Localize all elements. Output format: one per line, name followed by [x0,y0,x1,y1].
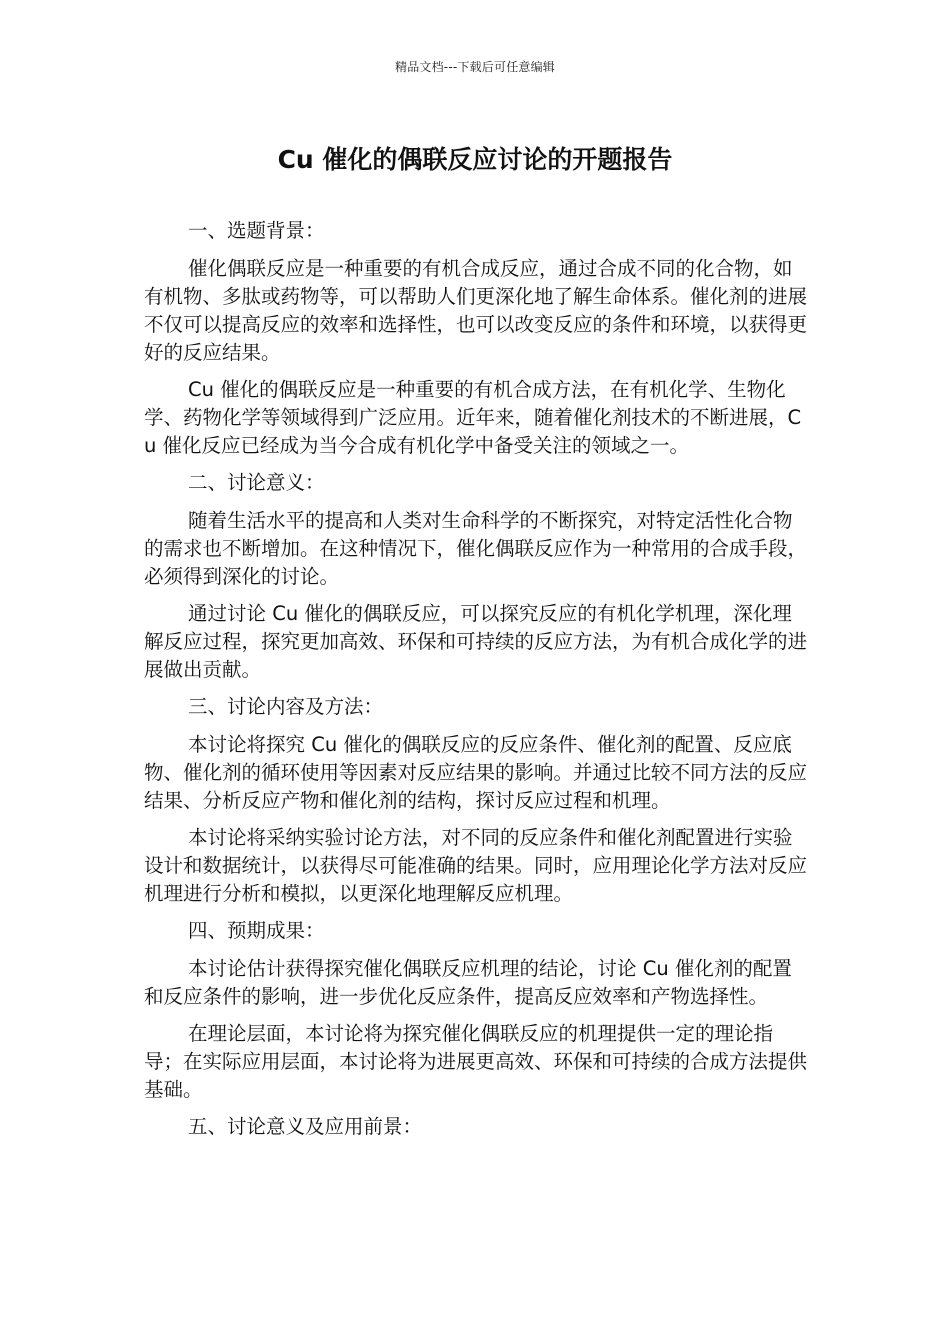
paragraph: 在理论层面，本讨论将为探究催化偶联反应的机理提供一定的理论指导；在实际应用层面，本讨论将为进展更高效、环保和可持续的合成方法提供基础。 [144,1022,808,1101]
section-heading-significance: 二、讨论意义： [188,471,325,494]
paragraph: 本讨论将探究 Cu 催化的偶联反应的反应条件、催化剂的配置、反应底物、催化剂的循环使用等因素对反应结果的影响。并通过比较不同方法的反应结果、分析反应产物和催化剂的结构，探讨反应过程和机理。 [144,733,808,812]
paragraph: Cu 催化的偶联反应是一种重要的有机合成方法，在有机化学、生物化学、药物化学等领域得到广泛应用。近年来，随着催化剂技术的不断进展，Cu 催化反应已经成为当今合成有机化学中备受关注的领域之一。 [144,378,802,457]
document-title: Cu 催化的偶联反应讨论的开题报告 [277,145,673,174]
paragraph: 催化偶联反应是一种重要的有机合成反应，通过合成不同的化合物，如有机物、多肽或药物等，可以帮助人们更深化地了解生命体系。催化剂的进展不仅可以提高反应的效率和选择性，也可以改变反应的条件和环境，以获得更好的反应结果。 [144,257,808,364]
document-body [144,217,810,1151]
section-heading-expected-results: 四、预期成果： [188,919,325,942]
header-note: 精品文档---下载后可任意编辑 [395,60,555,74]
paragraph: 随着生活水平的提高和人类对生命科学的不断探究，对特定活性化合物的需求也不断增加。在这种情况下，催化偶联反应作为一种常用的合成手段，必须得到深化的讨论。 [144,509,808,588]
section-heading-background: 一、选题背景： [188,219,325,242]
paragraph: 本讨论将采纳实验讨论方法，对不同的反应条件和催化剂配置进行实验设计和数据统计，以获得尽可能准确的结果。同时，应用理论化学方法对反应机理进行分析和模拟，以更深化地理解反应机理。 [144,826,808,905]
section-heading-content-methods: 三、讨论内容及方法： [188,695,384,718]
paragraph: 本讨论估计获得探究催化偶联反应机理的结论，讨论 Cu 催化剂的配置和反应条件的影响，进一步优化反应条件，提高反应效率和产物选择性。 [144,957,792,1008]
paragraph: 通过讨论 Cu 催化的偶联反应，可以探究反应的有机化学机理，深化理解反应过程，探究更加高效、环保和可持续的反应方法，为有机合成化学的进展做出贡献。 [144,602,808,681]
section-heading-application-prospects: 五、讨论意义及应用前景： [188,1115,423,1138]
